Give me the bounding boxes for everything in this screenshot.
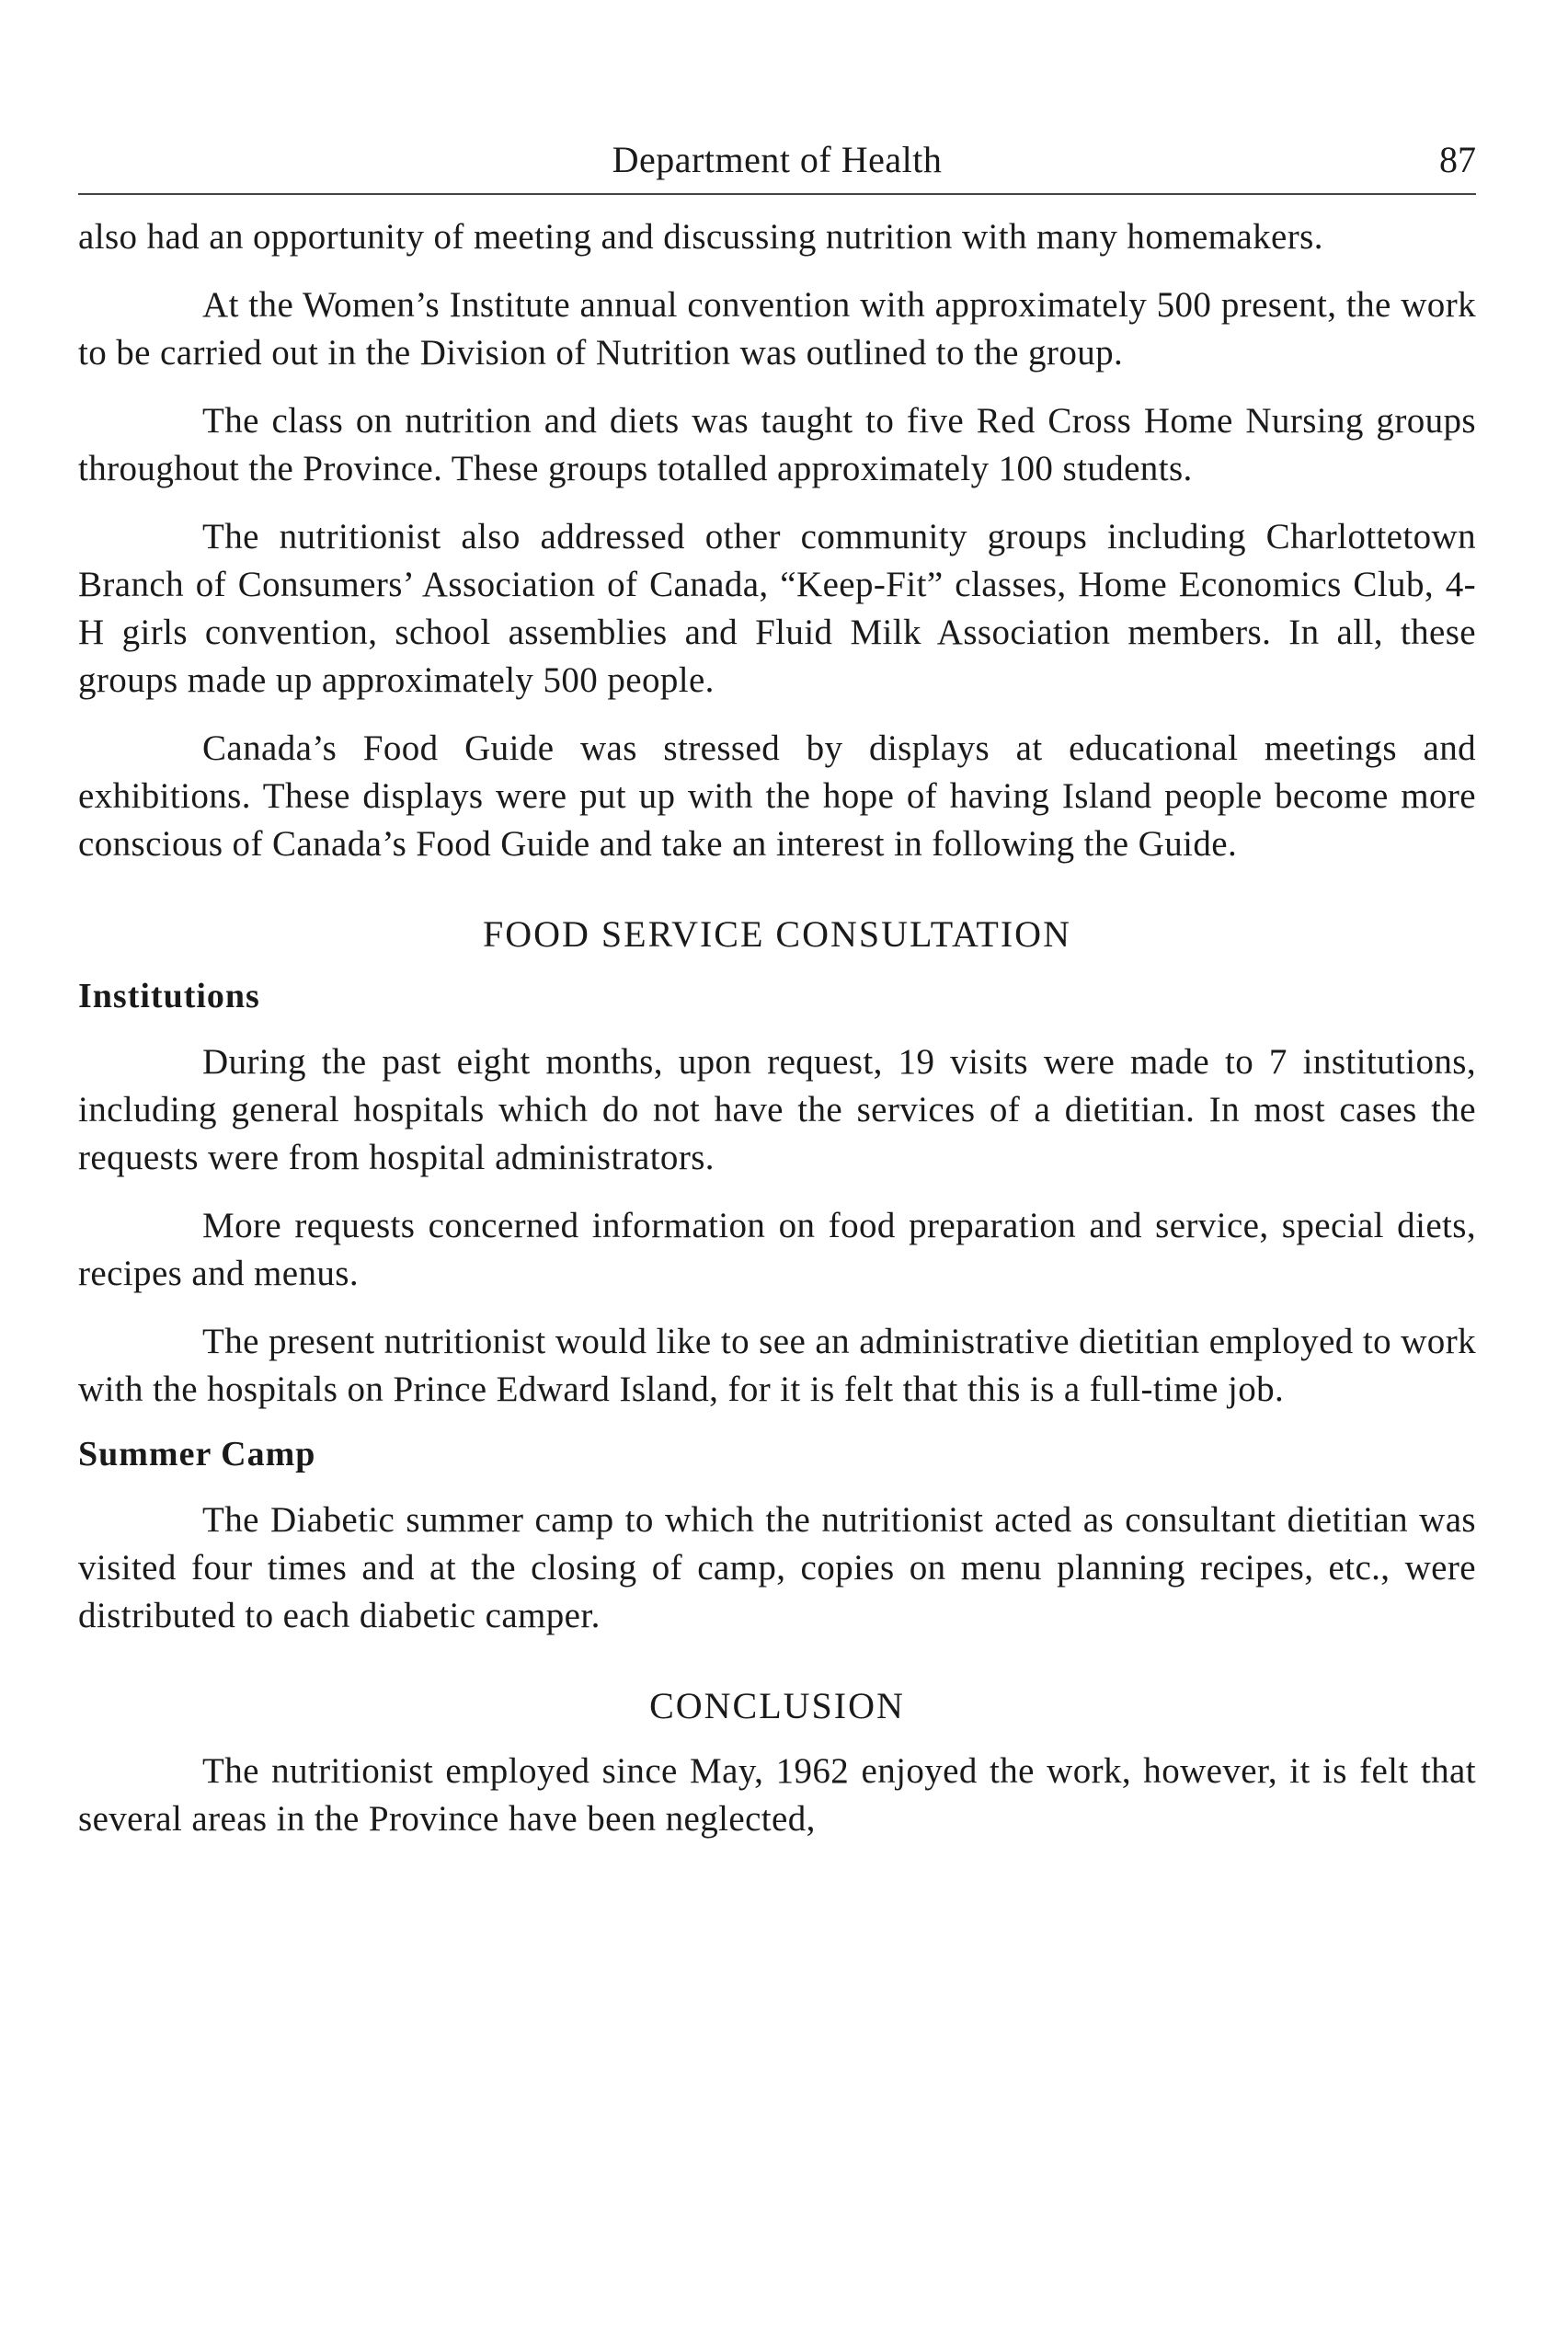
running-head bbox=[78, 138, 1476, 195]
subheading-institutions: Institutions bbox=[78, 977, 260, 1015]
section-heading-food-service: FOOD SERVICE CONSULTATION bbox=[483, 913, 1071, 955]
paragraph-food-guide: Canada’s Food Guide was stressed by displays at educational meetings and exhibitions. These displays were put up with the hope of having Island people become more conscious of Canada’s Food Guide and take an interest in following the Guide. bbox=[78, 728, 1476, 864]
paragraph-red-cross: The class on nutrition and diets was taught to five Red Cross Home Nursing groups throughout the Province. These groups totalled approximately 100 students. bbox=[78, 401, 1476, 488]
paragraph-diabetic-camp: The Diabetic summer camp to which the nutritionist acted as consultant dietitian was visited four times and at the closing of camp, copies on menu planning recipes, etc., were distributed to each diabetic camper. bbox=[78, 1500, 1476, 1635]
paragraph-community-groups: The nutritionist also addressed other community groups including Charlottetown Branch of Consumers’ Association of Canada, “Keep-Fit” classes, Home Economics Club, 4-H girls convention, school assemblies and Fluid Milk Association members. In all, these groups made up approximately 500 people. bbox=[78, 517, 1476, 700]
paragraph-administrative-dietitian: The present nutritionist would like to see an administrative dietitian employed to work with the hospitals on Prince Edward Island, for it is felt that this is a full-time job. bbox=[78, 1322, 1476, 1409]
paragraph-continued: also had an opportunity of meeting and discussing nutrition with many homemakers. bbox=[78, 217, 1323, 257]
paragraph-institution-visits: During the past eight months, upon request, 19 visits were made to 7 institutions, including general hospitals which do not have the services of a dietitian. In most cases the requests were from hospital administrators. bbox=[78, 1042, 1476, 1177]
section-heading-conclusion: CONCLUSION bbox=[649, 1685, 905, 1726]
page-number: 87 bbox=[1439, 139, 1476, 180]
paragraph-requests: More requests concerned information on food preparation and service, special diets, recipes and menus. bbox=[78, 1206, 1476, 1293]
paragraph-conclusion: The nutritionist employed since May, 1962 enjoyed the work, however, it is felt that several areas in the Province have been neglected, bbox=[78, 1751, 1476, 1839]
subheading-summer-camp: Summer Camp bbox=[78, 1435, 316, 1473]
paragraph-womens-institute: At the Women’s Institute annual convention with approximately 500 present, the work to be carried out in the Division of Nutrition was outlined to the group. bbox=[78, 285, 1476, 373]
running-head-title: Department of Health bbox=[612, 139, 943, 180]
